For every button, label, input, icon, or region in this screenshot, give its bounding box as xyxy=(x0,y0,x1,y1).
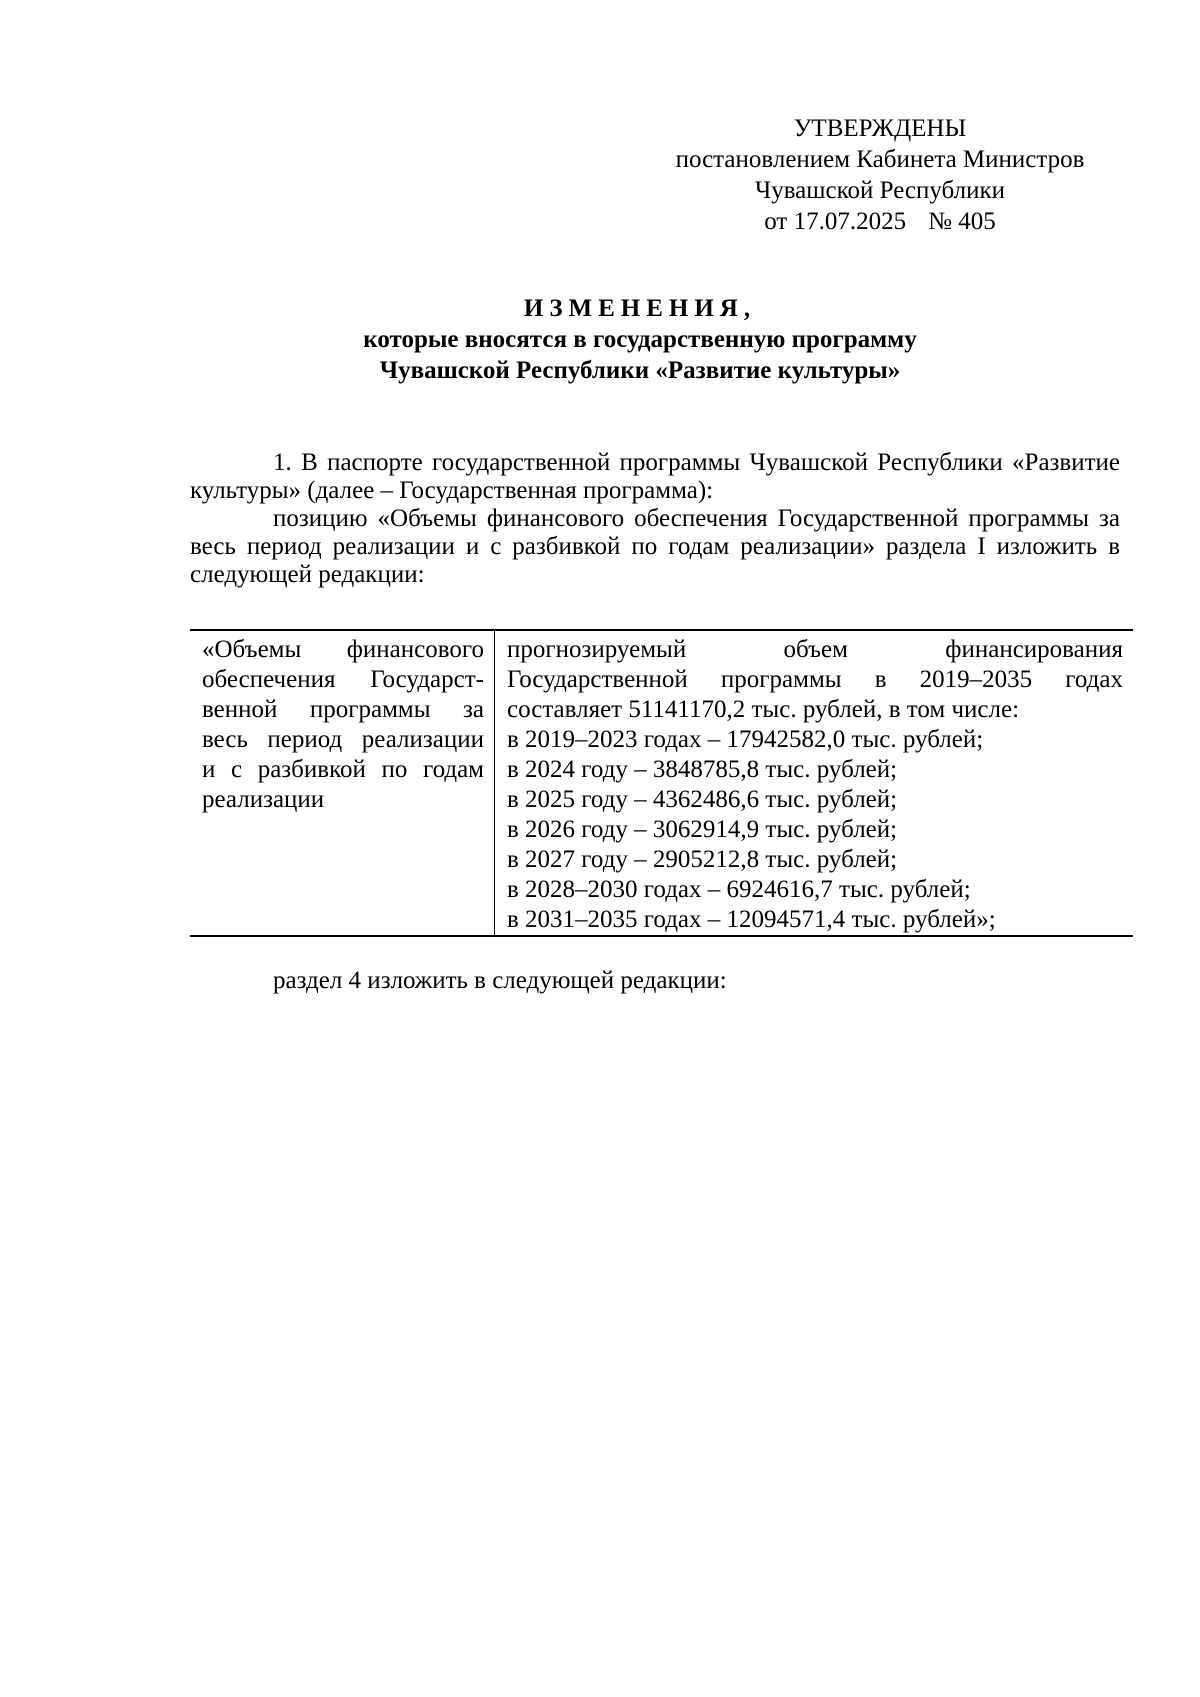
table-row xyxy=(190,630,1133,936)
document-title-block xyxy=(190,293,1090,386)
document-subtitle-line-1: которые вносятся в государственную программу xyxy=(363,326,917,353)
financing-line: в 2026 году – 3062914,9 тыс. рублей; xyxy=(507,816,898,843)
position-name-line: «Объемы финансового xyxy=(202,636,484,663)
financing-intro: прогнозируемый объем финансирования Государственной программы в 2019–2035 годах составляет 51141170,2 тыс. рублей, в том числе: xyxy=(507,636,1123,723)
position-name-line: обеспечения Государст- xyxy=(202,666,484,693)
financing-line: в 2031–2035 годах – 12094571,4 тыс. рублей»; xyxy=(507,906,996,933)
approval-number: № 405 xyxy=(928,208,996,235)
approval-date: от 17.07.2025 xyxy=(764,208,907,235)
paragraph-1: 1. В паспорте государственной программы Чувашской Республики «Развитие культуры» (далее – Государственная программа): xyxy=(190,449,1120,504)
financing-line: в 2028–2030 годах – 6924616,7 тыс. рублей; xyxy=(507,876,971,903)
position-name-cell xyxy=(190,630,495,936)
position-name-line: венной программы за xyxy=(202,696,484,723)
document-heading: ИЗМЕНЕНИЯ, xyxy=(523,295,757,322)
financing-line: в 2025 году – 4362486,6 тыс. рублей; xyxy=(507,786,898,813)
paragraph-3: раздел 4 изложить в следующей редакции: xyxy=(273,967,727,994)
paragraph-2: позицию «Объемы финансового обеспечения Государственной программы за весь период реализации и с разбивкой по годам реализации» раздела I изложить в следующей редакции: xyxy=(190,505,1120,588)
approval-stamp xyxy=(640,113,1120,237)
approval-date-line xyxy=(640,206,1120,237)
approval-authority: постановлением Кабинета Министров xyxy=(675,146,1085,173)
financing-details-cell xyxy=(495,630,1134,936)
financing-line: в 2027 году – 2905212,8 тыс. рублей; xyxy=(507,846,898,873)
financing-table xyxy=(190,629,1133,937)
document-body xyxy=(190,449,1120,589)
approval-region: Чувашской Республики xyxy=(754,177,1006,204)
position-name-line: и с разбивкой по годам xyxy=(202,756,484,783)
document-subtitle-line-2: Чувашской Республики «Развитие культуры» xyxy=(379,357,901,384)
approval-title: УТВЕРЖДЕНЫ xyxy=(793,115,967,142)
position-name-line: весь период реализации xyxy=(202,726,484,753)
financing-line: в 2024 году – 3848785,8 тыс. рублей; xyxy=(507,756,898,783)
financing-line: в 2019–2023 годах – 17942582,0 тыс. рублей; xyxy=(507,726,984,753)
position-name-line: реализации xyxy=(202,786,325,813)
